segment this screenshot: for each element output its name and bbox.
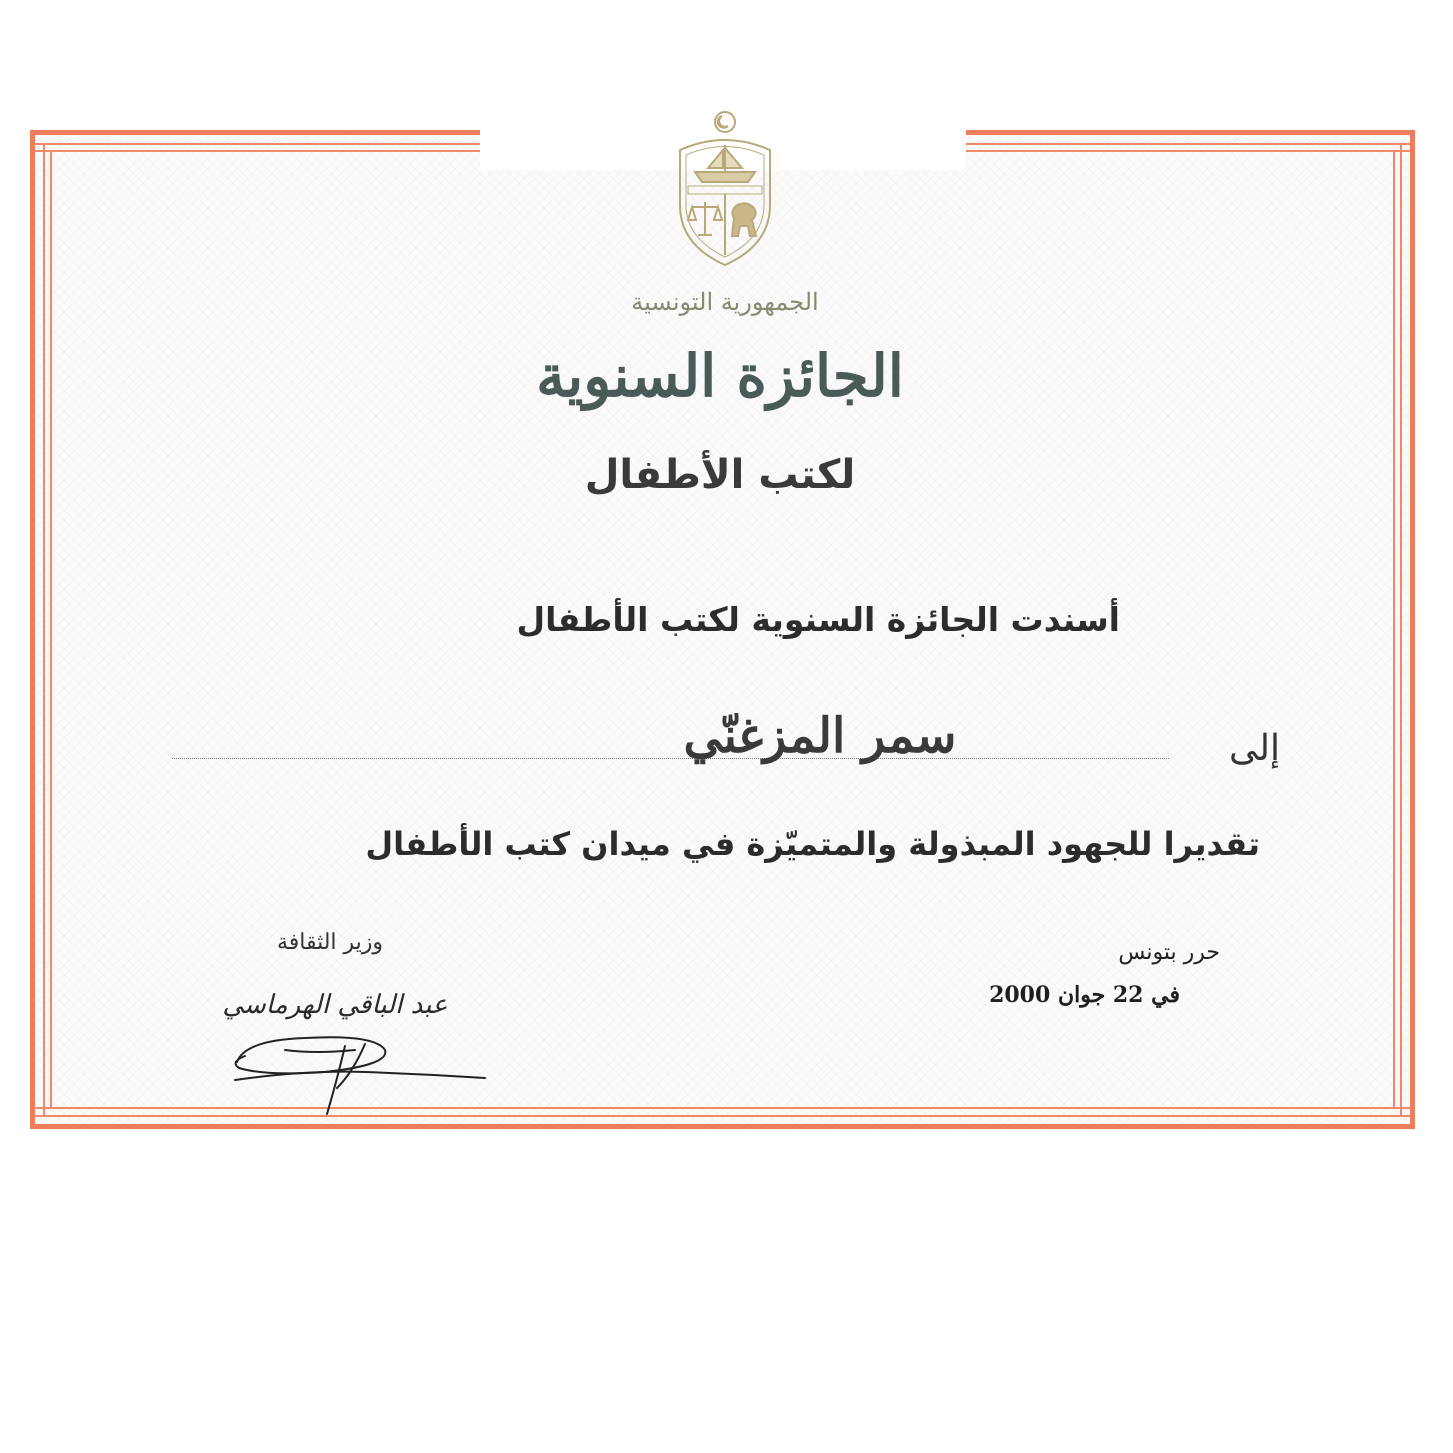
border-top-left-mid	[30, 143, 480, 145]
republic-name: الجمهورية التونسية	[631, 288, 819, 316]
tunisia-coat-of-arms-icon	[670, 110, 780, 270]
border-right-outer	[1410, 130, 1415, 1129]
border-top-right-outer	[965, 130, 1415, 135]
to-label: إلى	[1229, 728, 1280, 769]
border-top-left-inner	[30, 150, 480, 152]
border-bottom-outer	[30, 1124, 1415, 1129]
border-top-left-outer	[30, 130, 480, 135]
handwritten-signature-icon	[225, 1010, 495, 1120]
issue-place: حرر بتونس	[1118, 940, 1220, 965]
border-right-mid	[1400, 143, 1402, 1117]
award-subtitle: لكتب الأطفال	[584, 452, 856, 498]
border-top-right-mid	[965, 143, 1415, 145]
certificate	[30, 130, 1415, 1130]
border-left-mid	[43, 143, 45, 1117]
border-left-outer	[30, 130, 35, 1129]
border-right-inner	[1393, 150, 1395, 1109]
border-left-inner	[50, 150, 52, 1109]
appreciation-statement: تقديرا للجهود المبذولة والمتميّزة في ميدان كتب الأطفال	[365, 825, 1260, 863]
border-top-right-inner	[965, 150, 1415, 152]
minister-title: وزير الثقافة	[276, 930, 384, 955]
issue-date: في 22 جوان 2000	[989, 982, 1180, 1008]
awarded-statement: أسندت الجائزة السنوية لكتب الأطفال	[516, 600, 1120, 639]
award-title: الجائزة السنوية	[536, 342, 904, 410]
minister-name: عبد الباقي الهرماسي	[222, 990, 448, 1020]
recipient-name: سمر المزغنّي	[683, 708, 957, 764]
